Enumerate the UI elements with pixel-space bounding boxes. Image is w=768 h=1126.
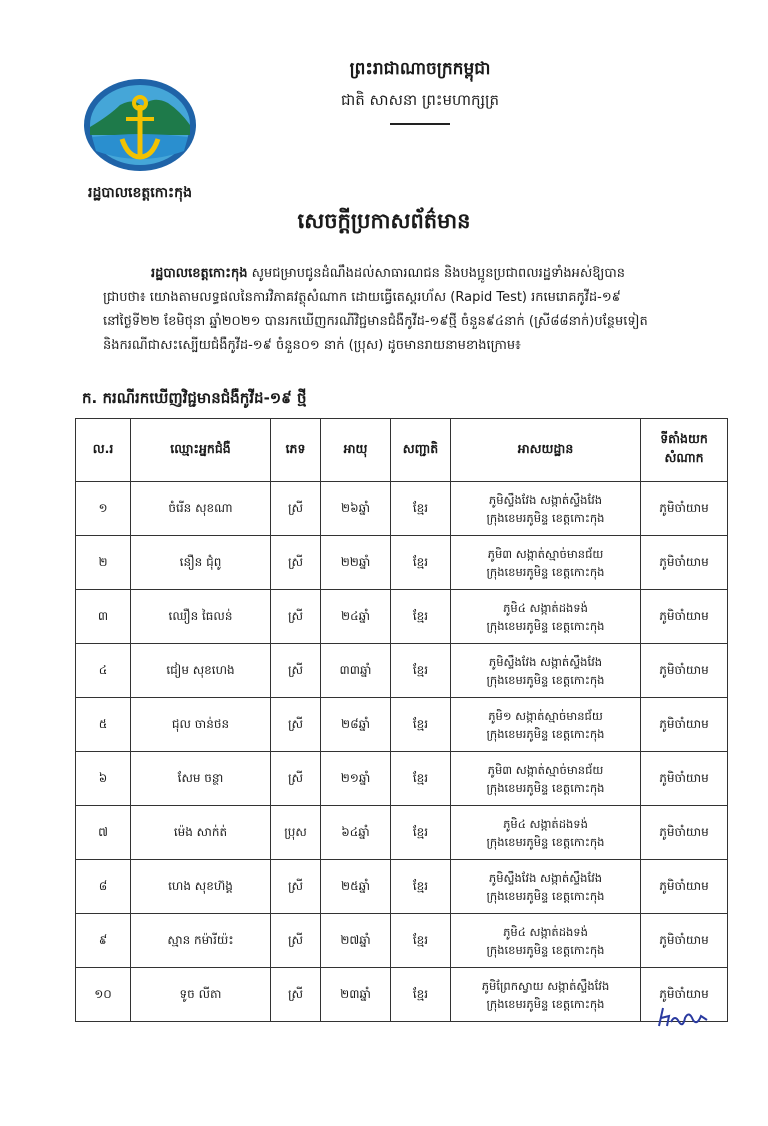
cell-no: ៩ bbox=[76, 914, 131, 968]
col-header-nationality: សញ្ជាតិ bbox=[391, 419, 451, 482]
cell-address bbox=[451, 644, 641, 698]
table-row bbox=[76, 752, 728, 806]
cell-age: ២៧ឆ្នាំ bbox=[321, 914, 391, 968]
national-motto: ជាតិ សាសនា ព្រះមហាក្សត្រ bbox=[340, 91, 500, 109]
cell-nationality: ខ្មែរ bbox=[391, 536, 451, 590]
cell-name: ម៉េង សាក់ត់ bbox=[131, 806, 271, 860]
address-line-1: ភូមិ១ សង្កាត់ស្មាច់មានជ័យ bbox=[488, 708, 603, 723]
cell-no: ៣ bbox=[76, 590, 131, 644]
table-header-row bbox=[76, 419, 728, 482]
cell-no: ១០ bbox=[76, 968, 131, 1022]
cell-age: ២៦ឆ្នាំ bbox=[321, 482, 391, 536]
cell-age: ៦៤ឆ្នាំ bbox=[321, 806, 391, 860]
cell-name: ចំរើន សុខណា bbox=[131, 482, 271, 536]
col-header-no: ល.រ bbox=[76, 419, 131, 482]
intro-line-4: និងករណីជាសះស្បើយជំងឺកូវីដ-១៩ ចំនួន០១ នាក់ (ប្រុស) ដូចមានរាយនាមខាងក្រោម៖ bbox=[103, 338, 521, 353]
cell-sex: ស្រី bbox=[271, 590, 321, 644]
cell-age: ៣៣ឆ្នាំ bbox=[321, 644, 391, 698]
authority-name: រដ្ឋបាលខេត្តកោះកុង bbox=[88, 185, 192, 201]
col-header-age: អាយុ bbox=[321, 419, 391, 482]
table-row bbox=[76, 698, 728, 752]
address-line-1: ភូមិស្ទឹងវែង សង្កាត់ស្ទឹងវែង bbox=[488, 654, 603, 669]
cell-sex: ស្រី bbox=[271, 914, 321, 968]
cell-address bbox=[451, 590, 641, 644]
section-title: ក. ករណីរកឃើញវិជ្ជមានជំងឺកូវីដ-១៩ ថ្មី bbox=[82, 389, 307, 407]
address-line-1: ភូមិ៤ សង្កាត់ដងទង់ bbox=[503, 600, 588, 615]
cell-nationality: ខ្មែរ bbox=[391, 806, 451, 860]
address-line-2: ក្រុងខេមរភូមិន្ទ ខេត្តកោះកុង bbox=[486, 564, 605, 579]
cell-address bbox=[451, 806, 641, 860]
table-row bbox=[76, 806, 728, 860]
address-line-2: ក្រុងខេមរភូមិន្ទ ខេត្តកោះកុង bbox=[486, 888, 605, 903]
address-line-2: ក្រុងខេមរភូមិន្ទ ខេត្តកោះកុង bbox=[486, 618, 605, 633]
address-line-2: ក្រុងខេមរភូមិន្ទ ខេត្តកោះកុង bbox=[486, 726, 605, 741]
cell-address bbox=[451, 482, 641, 536]
address-line-2: ក្រុងខេមរភូមិន្ទ ខេត្តកោះកុង bbox=[486, 672, 605, 687]
cell-address bbox=[451, 860, 641, 914]
col-header-sex: ភេទ bbox=[271, 419, 321, 482]
cell-sex: ស្រី bbox=[271, 482, 321, 536]
table-row bbox=[76, 644, 728, 698]
intro-line-1-text: សូមជម្រាបជូនដំណឹងដល់សាធារណជន និងបងប្អូនប្រជាពលរដ្ឋទាំងអស់ឱ្យបាន bbox=[247, 266, 626, 281]
cell-age: ២៤ឆ្នាំ bbox=[321, 590, 391, 644]
cell-name: នឿន ជុំពូ bbox=[131, 536, 271, 590]
kingdom-title: ព្រះរាជាណាចក្រកម្ពុជា bbox=[349, 59, 491, 79]
cell-sample-site: ភូមិចាំយាម bbox=[641, 968, 728, 1022]
address-line-1: ភូមិស្ទឹងវែង សង្កាត់ស្ទឹងវែង bbox=[488, 870, 603, 885]
cell-address bbox=[451, 536, 641, 590]
cell-name: ជុល ចាន់ថន bbox=[131, 698, 271, 752]
cell-sex: ស្រី bbox=[271, 752, 321, 806]
cell-no: ៧ bbox=[76, 806, 131, 860]
cell-nationality: ខ្មែរ bbox=[391, 860, 451, 914]
authority-block bbox=[70, 75, 210, 204]
cases-table bbox=[75, 418, 728, 1022]
address-line-2: ក្រុងខេមរភូមិន្ទ ខេត្តកោះកុង bbox=[486, 510, 605, 525]
table-row bbox=[76, 968, 728, 1022]
cell-no: ៥ bbox=[76, 698, 131, 752]
cell-sex: ស្រី bbox=[271, 968, 321, 1022]
address-line-1: ភូមិស្ទឹងវែង សង្កាត់ស្ទឹងវែង bbox=[488, 492, 603, 507]
cell-sample-site: ភូមិចាំយាម bbox=[641, 914, 728, 968]
col-header-sample-site: ទីតាំងយកសំណាក bbox=[641, 419, 728, 482]
cell-address bbox=[451, 752, 641, 806]
address-line-1: ភូមិ៤ សង្កាត់ដងទង់ bbox=[503, 816, 588, 831]
intro-paragraph bbox=[103, 262, 703, 358]
cell-name: ជៀម សុខហេង bbox=[131, 644, 271, 698]
header-divider bbox=[390, 123, 450, 125]
cell-age: ២៥ឆ្នាំ bbox=[321, 860, 391, 914]
cell-age: ២២ឆ្នាំ bbox=[321, 536, 391, 590]
cell-sex: ស្រី bbox=[271, 698, 321, 752]
cell-sex: ស្រី bbox=[271, 860, 321, 914]
cell-address bbox=[451, 968, 641, 1022]
cell-sample-site: ភូមិចាំយាម bbox=[641, 536, 728, 590]
cell-sex: ស្រី bbox=[271, 644, 321, 698]
cell-name: ទូច លីតា bbox=[131, 968, 271, 1022]
cell-nationality: ខ្មែរ bbox=[391, 482, 451, 536]
cell-nationality: ខ្មែរ bbox=[391, 752, 451, 806]
intro-line-2: ជ្រាបថា៖ យោងតាមលទ្ធផលនៃការវិភាគវត្ថុសំណាក ដោយធ្វើតេស្តរហ័ស (Rapid Test) រកមេរោគកូវីដ-១៩ bbox=[103, 290, 621, 305]
cell-name: ស្មាន កម៉ារីយ៉ះ bbox=[131, 914, 271, 968]
document-title: សេចក្តីប្រកាសព័ត៌មាន bbox=[297, 209, 471, 233]
cell-sex: ប្រុស bbox=[271, 806, 321, 860]
cell-sample-site: ភូមិចាំយាម bbox=[641, 482, 728, 536]
address-line-2: ក្រុងខេមរភូមិន្ទ ខេត្តកោះកុង bbox=[486, 996, 605, 1011]
cell-name: ឈឿន ធៃលន់ bbox=[131, 590, 271, 644]
cell-sample-site: ភូមិចាំយាម bbox=[641, 590, 728, 644]
cell-address bbox=[451, 914, 641, 968]
col-header-address: អាសយដ្ឋាន bbox=[451, 419, 641, 482]
cell-address bbox=[451, 698, 641, 752]
cell-no: ៦ bbox=[76, 752, 131, 806]
address-line-2: ក្រុងខេមរភូមិន្ទ ខេត្តកោះកុង bbox=[486, 834, 605, 849]
cell-nationality: ខ្មែរ bbox=[391, 644, 451, 698]
col-header-name: ឈ្មោះអ្នកជំងឺ bbox=[131, 419, 271, 482]
cell-no: ២ bbox=[76, 536, 131, 590]
address-line-1: ភូមិ៣ សង្កាត់ស្មាច់មានជ័យ bbox=[487, 762, 604, 777]
address-line-1: ភូមិ៣ សង្កាត់ស្មាច់មានជ័យ bbox=[487, 546, 604, 561]
cell-sex: ស្រី bbox=[271, 536, 321, 590]
cell-nationality: ខ្មែរ bbox=[391, 590, 451, 644]
cell-name: សែម ចន្ថា bbox=[131, 752, 271, 806]
cell-no: ៨ bbox=[76, 860, 131, 914]
intro-lead: រដ្ឋបាលខេត្តកោះកុង bbox=[151, 266, 248, 281]
cell-nationality: ខ្មែរ bbox=[391, 968, 451, 1022]
intro-line-3: នៅថ្ងៃទី២២ ខែមិថុនា ឆ្នាំ២០២១ បានរកឃើញករណីវិជ្ជមានជំងឺកូវីដ-១៩ថ្មី ចំនួន៩៤នាក់ (ស្រី៨៨នាក់)បន្ថែមទៀត bbox=[103, 314, 648, 329]
signature-mark bbox=[655, 1000, 715, 1035]
cell-nationality: ខ្មែរ bbox=[391, 698, 451, 752]
cell-sample-site: ភូមិចាំយាម bbox=[641, 644, 728, 698]
intro-line-1 bbox=[103, 262, 703, 286]
cell-age: ២៨ឆ្នាំ bbox=[321, 698, 391, 752]
table-row bbox=[76, 536, 728, 590]
kingdom-header bbox=[290, 58, 550, 125]
address-line-1: ភូមិព្រែកស្វាយ សង្កាត់ស្ទឹងវែង bbox=[481, 978, 610, 993]
table-row bbox=[76, 914, 728, 968]
cell-sample-site: ភូមិចាំយាម bbox=[641, 806, 728, 860]
address-line-2: ក្រុងខេមរភូមិន្ទ ខេត្តកោះកុង bbox=[486, 942, 605, 957]
cell-name: ហេង សុខហ៊ង្គ bbox=[131, 860, 271, 914]
cell-sample-site: ភូមិចាំយាម bbox=[641, 752, 728, 806]
provincial-logo-icon bbox=[80, 75, 200, 175]
table-row bbox=[76, 590, 728, 644]
table-row bbox=[76, 860, 728, 914]
cell-no: ១ bbox=[76, 482, 131, 536]
address-line-1: ភូមិ៤ សង្កាត់ដងទង់ bbox=[503, 924, 588, 939]
cell-sample-site: ភូមិចាំយាម bbox=[641, 698, 728, 752]
cell-sample-site: ភូមិចាំយាម bbox=[641, 860, 728, 914]
address-line-2: ក្រុងខេមរភូមិន្ទ ខេត្តកោះកុង bbox=[486, 780, 605, 795]
cell-nationality: ខ្មែរ bbox=[391, 914, 451, 968]
cell-no: ៤ bbox=[76, 644, 131, 698]
cell-age: ២៣ឆ្នាំ bbox=[321, 968, 391, 1022]
table-row bbox=[76, 482, 728, 536]
cell-age: ២១ឆ្នាំ bbox=[321, 752, 391, 806]
